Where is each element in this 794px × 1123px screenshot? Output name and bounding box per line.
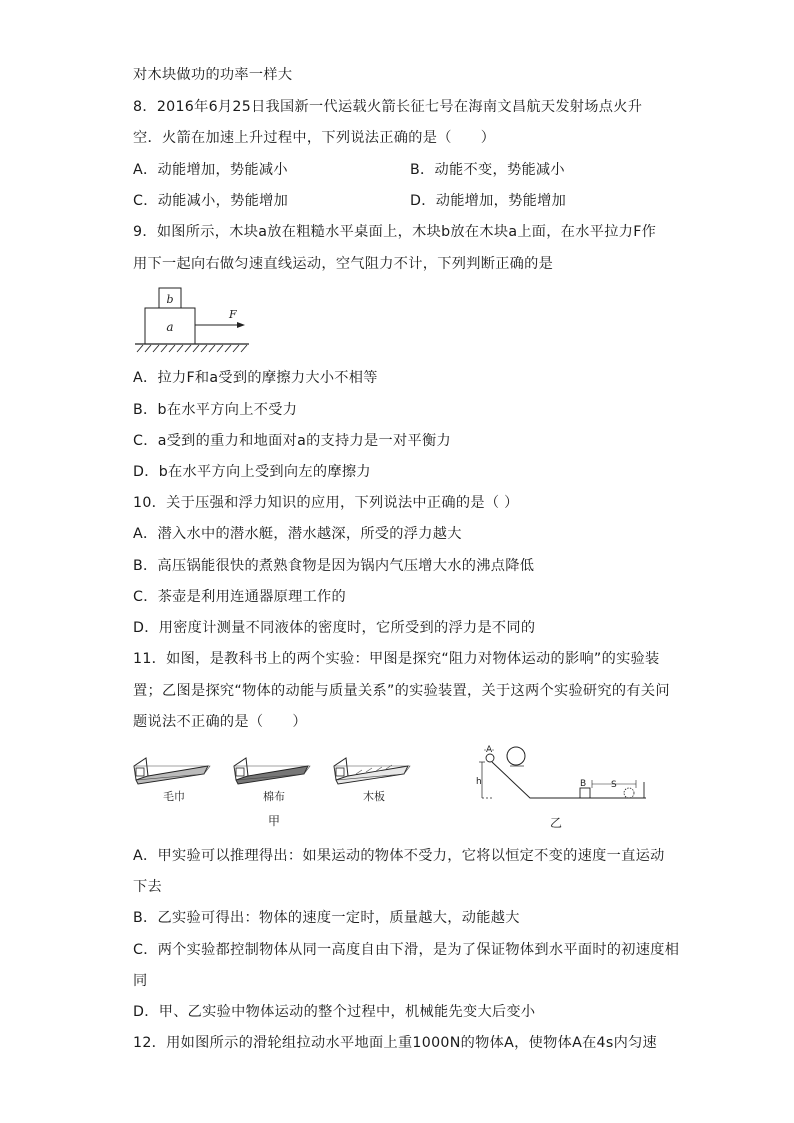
q11-option-d: D．甲、乙实验中物体运动的整个过程中，机械能先变大后变小 [133,1004,536,1020]
label-S: S [611,780,617,790]
question-9-stem: 9．如图所示，木块a放在粗糙水平桌面上，木块b放在木块a上面，在水平拉力F作 [133,224,657,240]
question-8-stem: 8．2016年6月25日我国新一代运载火箭长征七号在海南文昌航天发射场点火升 [133,99,643,115]
q9-option-c: C．a受到的重力和地面对a的支持力是一对平衡力 [133,433,451,449]
surface-label-towel: 毛巾 [163,790,185,803]
q8-option-a: A．动能增加，势能减小 [133,162,288,178]
ramp-wood [334,758,410,784]
q8-option-b: B．动能不变，势能减小 [410,162,565,178]
small-ball [486,754,494,762]
surface-label-cotton: 棉布 [263,790,285,803]
q10-option-c: C．茶壶是利用连通器原理工作的 [133,589,347,605]
label-A: A [486,745,493,755]
ramp-towel [134,758,210,784]
q9-figure [133,284,253,356]
q11-option-c: C．两个实验都控制物体从同一高度自由下滑，是为了保证物体到水平面时的初速度相 [133,942,680,958]
text-line: 对木块做功的功率一样大 [133,67,293,83]
q11-figure-yi [470,740,660,832]
label-B: B [580,779,587,789]
q9-option-d: D．b在水平方向上受到向左的摩擦力 [133,464,371,480]
question-11-stem-cont: 置；乙图是探究“物体的动能与质量关系”的实验装置，关于这两个实验研究的有关问 [133,683,670,699]
question-12-stem: 12．用如图所示的滑轮组拉动水平地面上重1000N的物体A，使物体A在4s内匀速 [133,1035,658,1051]
block-B [580,788,590,798]
q9-option-b: B．b在水平方向上不受力 [133,402,298,418]
q11-option-a-cont: 下去 [133,879,162,895]
large-ball [507,747,525,765]
block-a-label: a [166,320,174,334]
ground-hatch [137,345,247,352]
force-label: F [229,308,237,321]
q10-option-d: D．用密度计测量不同液体的密度时，它所受到的浮力是不同的 [133,620,536,636]
force-arrow-icon [237,322,245,328]
surface-label-wood: 木板 [363,790,385,803]
q11-option-a: A．甲实验可以推理得出：如果运动的物体不受力，它将以恒定不变的速度一直运动 [133,848,665,864]
q8-option-c: C．动能减小，势能增加 [133,193,289,209]
question-11-stem-end: 题说法不正确的是（ ） [133,714,307,730]
question-9-stem-cont: 用下一起向右做匀速直线运动，空气阻力不计，下列判断正确的是 [133,256,554,272]
q8-option-d: D．动能增加，势能增加 [410,193,567,209]
question-10-stem: 10．关于压强和浮力知识的应用，下列说法中正确的是（ ） [133,495,519,511]
q11-figure-jia [130,752,420,830]
q11-option-b: B．乙实验可得出：物体的速度一定时，质量越大，动能越大 [133,910,520,926]
ball-end [624,788,634,798]
q10-option-b: B．高压锅能很快的煮熟食物是因为锅内气压增大水的沸点降低 [133,558,535,574]
q10-option-a: A．潜入水中的潜水艇，潜水越深，所受的浮力越大 [133,526,462,542]
label-h: h [476,777,482,787]
caption-yi: 乙 [549,816,563,830]
q9-option-a: A．拉力F和a受到的摩擦力大小不相等 [133,370,378,386]
ramp-cotton [234,758,310,784]
q11-option-c-cont: 同 [133,973,148,989]
caption-jia: 甲 [267,814,281,828]
question-11-stem: 11．如图，是教科书上的两个实验：甲图是探究“阻力对物体运动的影响”的实验装 [133,651,660,667]
question-8-stem-cont: 空．火箭在加速上升过程中，下列说法正确的是（ ） [133,130,496,146]
block-b-label: b [166,293,174,306]
